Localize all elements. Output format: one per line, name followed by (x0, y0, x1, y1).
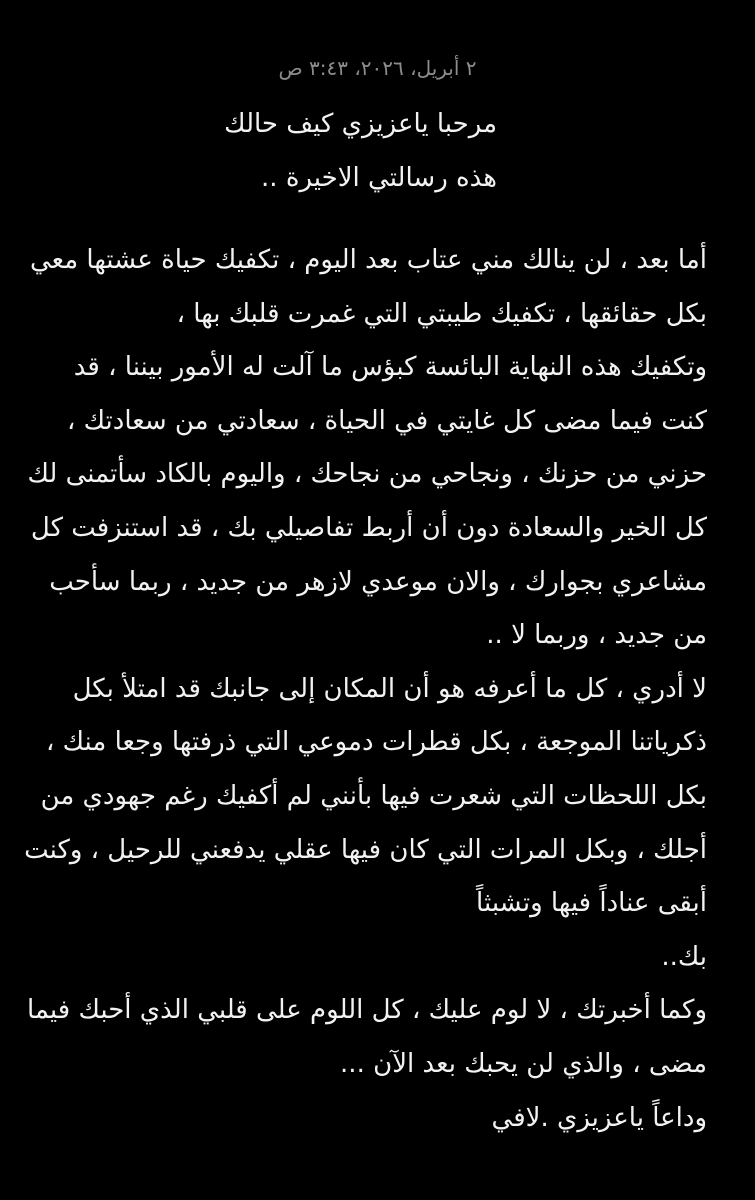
body-line: وداعاً ياعزيزي .لافي (491, 1102, 707, 1133)
body-line: من جديد ، وربما لا .. (486, 620, 707, 651)
note-body[interactable] (24, 234, 707, 1145)
body-line: كنت فيما مضى كل غايتي في الحياة ، سعادتي من سعادتك ، (66, 405, 707, 436)
body-line: أجلك ، وبكل المرات التي كان فيها عقلي يدفعني للرحيل ، وكنت (24, 834, 707, 865)
body-line: أما بعد ، لن ينالك مني عتاب بعد اليوم ، تكفيك حياة عشتها معي (30, 245, 707, 275)
body-line: بكل اللحظات التي شعرت فيها بأنني لم أكفيك رغم جهودي من (40, 780, 707, 811)
body-line: ذكرياتنا الموجعة ، بكل قطرات دموعي التي ذرفتها وجعا منك ، (45, 727, 707, 758)
body-line: بك.. (661, 941, 707, 972)
body-line: أبقى عناداً فيها وتشبثاً (476, 888, 707, 919)
body-line: مشاعري بجوارك ، والان موعدي لازهر من جديد ، ربما سأحب (49, 566, 707, 597)
body-line: مضى ، والذي لن يحبك بعد الآن ... (340, 1048, 707, 1079)
body-line: بكل حقائقها ، تكفيك طيبتي التي غمرت قلبك بها ، (176, 298, 707, 329)
note-timestamp: ٢ أبريل، ٢٠٢٦، ٣:٤٣ ص (278, 56, 477, 80)
body-line: وكما أخبرتك ، لا لوم عليك ، كل اللوم على قلبي الذي أحبك فيما (26, 995, 707, 1026)
body-line: وتكفيك هذه النهاية البائسة كبؤس ما آلت له الأمور بيننا ، قد (73, 352, 707, 383)
body-line: لا أدري ، كل ما أعرفه هو أن المكان إلى جانبك قد امتلأ بكل (72, 673, 707, 704)
body-line: كل الخير والسعادة دون أن أربط تفاصيلي بك ، قد استنزفت كل (30, 512, 707, 543)
greeting-line: هذه رسالتي الاخيرة .. (261, 162, 497, 193)
body-line: حزني من حزنك ، ونجاحي من نجاحك ، واليوم بالكاد سأتمنى لك (27, 459, 707, 490)
greeting-line: مرحبا ياعزيزي كيف حالك (224, 109, 497, 139)
note-greeting (77, 98, 497, 205)
